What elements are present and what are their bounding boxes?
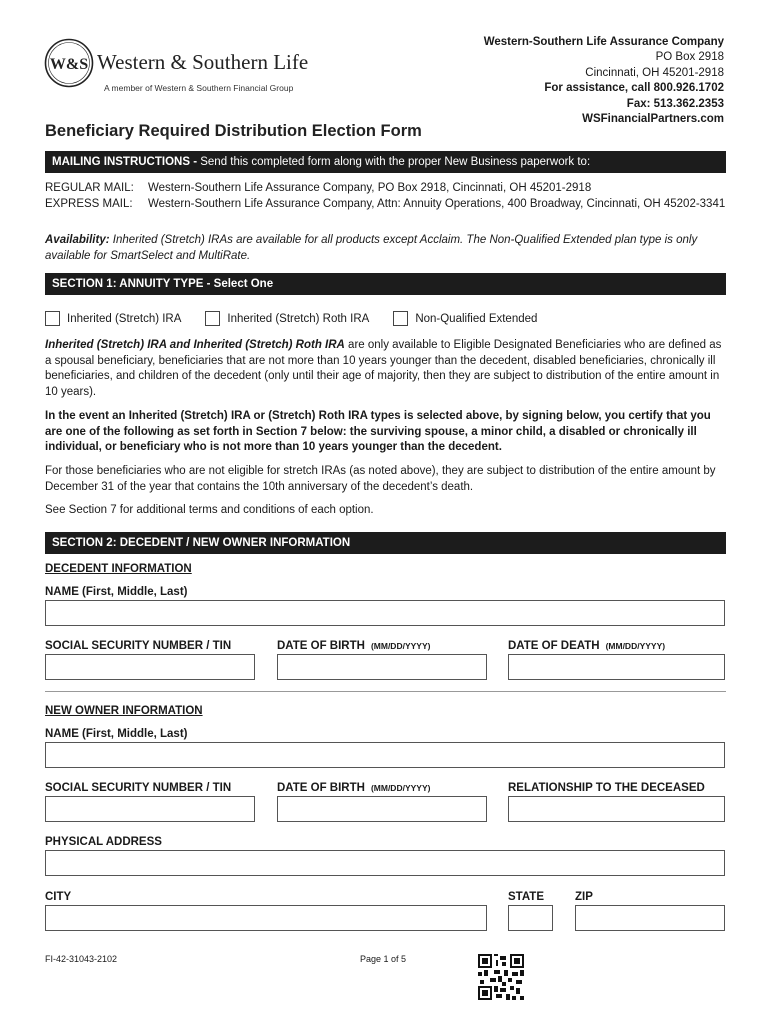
option-inherited-roth-ira[interactable] — [205, 311, 369, 326]
section7-reference: See Section 7 for additional terms and conditions of each option. — [45, 504, 374, 516]
checkbox-inherited-roth-ira[interactable] — [205, 311, 220, 326]
brand-name: Western & Southern Life — [97, 50, 309, 74]
availability-label: Availability: — [45, 234, 110, 246]
section-divider — [45, 691, 726, 692]
city-input[interactable] — [45, 905, 487, 931]
mailing-bar-text: Send this completed form along with the proper New Business paperwork to: — [197, 156, 591, 168]
company-contact-block — [484, 35, 724, 127]
brand-logo — [44, 36, 334, 98]
express-mail-label: EXPRESS MAIL: — [45, 197, 133, 210]
state-label: STATE — [508, 891, 544, 903]
express-mail-row — [45, 197, 726, 213]
express-mail-address: Western-Southern Life Assurance Company, Attn: Annuity Operations, 400 Broadway, Cincinnati, OH 45202-3341 — [148, 197, 726, 210]
zip-label: ZIP — [575, 891, 593, 903]
page-number: Page 1 of 5 — [360, 954, 407, 964]
eligibility-text: are only available to Eligible Designated Beneficiaries who are defined as a spousal beneficiary, beneficiaries that are not more than 10 years younger than the decedent, disabled beneficiaries, chronically ill beneficiaries, and children of the decedent (only until their age of majority, then they are subject to distribution of the entire amount in 10 years). — [45, 339, 722, 398]
mailing-instructions-bar — [45, 151, 726, 173]
ws-seal-icon — [44, 38, 94, 88]
owner-name-label: NAME (First, Middle, Last) — [45, 728, 188, 740]
owner-dob-label-text: DATE OF BIRTH — [277, 782, 365, 794]
owner-ssn-input[interactable] — [45, 796, 255, 822]
availability-text: Inherited (Stretch) IRAs are available for all products except Acclaim. The Non-Qualified Extended plan type is only available for SmartSelect and MultiRate. — [45, 234, 698, 262]
availability-note — [45, 233, 726, 264]
address-input[interactable] — [45, 850, 725, 876]
mailing-addresses — [45, 181, 726, 212]
annuity-type-options — [45, 311, 561, 326]
option-inherited-ira-label: Inherited (Stretch) IRA — [67, 312, 182, 325]
company-name: Western-Southern Life Assurance Company — [483, 36, 724, 48]
brand-tagline: A member of Western & Southern Financial Group — [104, 83, 294, 93]
decedent-dod-label-text: DATE OF DEATH — [508, 640, 600, 652]
owner-ssn-label: SOCIAL SECURITY NUMBER / TIN — [45, 782, 232, 794]
logo-mark-text: W&S — [49, 56, 89, 73]
section2-bar — [45, 532, 726, 554]
assistance-phone: For assistance, call 800.926.1702 — [544, 82, 724, 95]
option-non-qualified-extended-label: Non-Qualified Extended — [415, 312, 538, 325]
eligibility-paragraph — [45, 338, 726, 400]
owner-dob-input[interactable] — [277, 796, 487, 822]
city-label: CITY — [45, 891, 72, 903]
mailing-bar-title: MAILING INSTRUCTIONS - — [52, 156, 198, 168]
decedent-dob-label-text: DATE OF BIRTH — [277, 640, 365, 652]
checkbox-inherited-ira[interactable] — [45, 311, 60, 326]
decedent-name-input[interactable] — [45, 600, 725, 626]
company-city: Cincinnati, OH 45201-2918 — [585, 66, 724, 79]
decedent-heading: DECEDENT INFORMATION — [45, 563, 192, 575]
section1-title: SECTION 1: ANNUITY TYPE - Select One — [52, 278, 274, 290]
company-po-box: PO Box 2918 — [655, 51, 724, 64]
fax-number: Fax: 513.362.2353 — [626, 97, 724, 110]
decedent-dob-label — [277, 640, 430, 652]
decedent-ssn-label: SOCIAL SECURITY NUMBER / TIN — [45, 640, 232, 652]
option-non-qualified-extended[interactable] — [393, 311, 537, 326]
decedent-name-label: NAME (First, Middle, Last) — [45, 586, 188, 598]
form-code: FI-42-31043-2102 — [45, 954, 118, 964]
checkbox-non-qualified-extended[interactable] — [393, 311, 408, 326]
section2-title: SECTION 2: DECEDENT / NEW OWNER INFORMATION — [52, 537, 351, 549]
decedent-dod-hint: (MM/DD/YYYY) — [605, 641, 666, 651]
decedent-dod-label — [508, 640, 665, 652]
eligibility-lead: Inherited (Stretch) IRA and Inherited (Stretch) Roth IRA — [45, 339, 345, 351]
certification-paragraph: In the event an Inherited (Stretch) IRA or (Stretch) Roth IRA types is selected above, by signing below, you certify that you are one of the following as set forth in Section 7 below: the surviving spouse, a minor child, a disabled or chronically ill individual, or beneficiary who is not more than 10 years younger than the decedent. — [45, 410, 711, 453]
decedent-ssn-input[interactable] — [45, 654, 255, 680]
section1-bar — [45, 273, 726, 295]
regular-mail-address: Western-Southern Life Assurance Company, PO Box 2918, Cincinnati, OH 45201-2918 — [148, 182, 592, 194]
option-inherited-roth-ira-label: Inherited (Stretch) Roth IRA — [227, 312, 370, 325]
decedent-dob-hint: (MM/DD/YYYY) — [370, 641, 431, 651]
barcode-icon — [478, 954, 524, 1000]
owner-name-input[interactable] — [45, 742, 725, 768]
distribution-paragraph: For those beneficiaries who are not eligible for stretch IRAs (as noted above), they are subject to distribution of the entire amount by December 31 of the year that contains the 10th anniversary of the decedent’s death. — [45, 465, 716, 493]
relationship-input[interactable] — [508, 796, 725, 822]
decedent-dob-input[interactable] — [277, 654, 487, 680]
website: WSFinancialPartners.com — [582, 113, 724, 126]
form-title: Beneficiary Required Distribution Election Form — [45, 122, 422, 140]
zip-input[interactable] — [575, 905, 725, 931]
state-input[interactable] — [508, 905, 553, 931]
owner-dob-hint: (MM/DD/YYYY) — [370, 783, 431, 793]
decedent-dod-input[interactable] — [508, 654, 725, 680]
owner-dob-label — [277, 782, 430, 794]
regular-mail-label: REGULAR MAIL: — [45, 182, 134, 194]
regular-mail-row — [45, 181, 726, 197]
address-label: PHYSICAL ADDRESS — [45, 836, 162, 848]
new-owner-heading: NEW OWNER INFORMATION — [45, 705, 203, 717]
relationship-label: RELATIONSHIP TO THE DECEASED — [508, 782, 705, 794]
option-inherited-ira[interactable] — [45, 311, 181, 326]
